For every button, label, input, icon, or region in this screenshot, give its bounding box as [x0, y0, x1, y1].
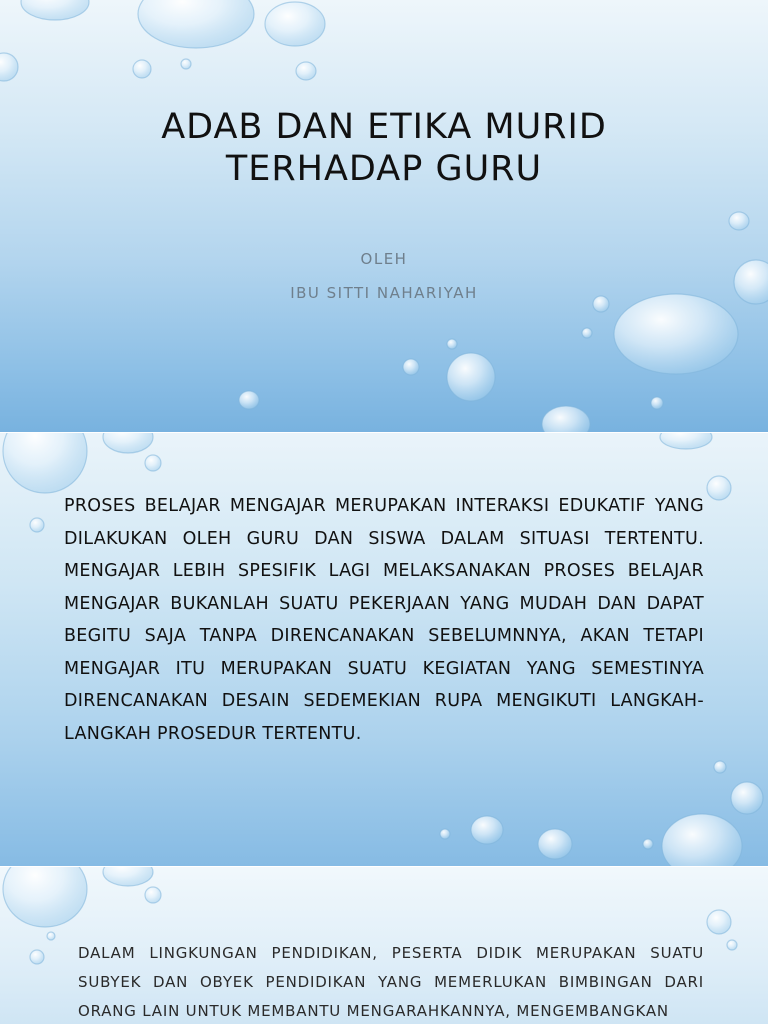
- slide-title: [0, 106, 768, 190]
- content-paragraph: DALAM LINGKUNGAN PENDIDIKAN, PESERTA DIDIK MERUPAKAN SUATU SUBYEK DAN OBYEK PENDIDIKAN YANG MEMERLUKAN BIMBINGAN DARI ORANG LAIN UNTUK MEMBANTU MENGARAHKANNYA, MENGEMBANGKAN: [78, 944, 704, 1020]
- content-paragraph: PROSES BELAJAR MENGAJAR MERUPAKAN INTERAKSI EDUKATIF YANG DILAKUKAN OLEH GURU DAN SISWA DALAM SITUASI TERTENTU. MENGAJAR LEBIH SPESIFIK LAGI MELAKSANAKAN PROSES BELAJAR MENGAJAR BUKANLAH SUATU PEKERJAAN YANG MUDAH DAN DAPAT BEGITU SAJA TANPA DIRENCANAKAN SEBELUMNNYA, AKAN TETAPI MENGAJAR ITU MERUPAKAN SUATU KEGIATAN YANG SEMESTINYA DIRENCANAKAN DESAIN SEDEMEKIAN RUPA MENGIKUTI LANGKAH-LANGKAH PROSEDUR TERTENTU.: [64, 496, 704, 744]
- subtitle-author: IBU SITTI NAHARIYAH: [290, 284, 478, 302]
- title-slide: [0, 0, 768, 432]
- content-slide-2: [0, 867, 768, 1024]
- title-line-2: TERHADAP GURU: [225, 149, 543, 189]
- water-droplets-decoration: [0, 0, 768, 432]
- content-slide-1: [0, 433, 768, 866]
- subtitle-by: OLEH: [360, 250, 408, 268]
- title-line-1: ADAB DAN ETIKA MURID: [161, 107, 607, 147]
